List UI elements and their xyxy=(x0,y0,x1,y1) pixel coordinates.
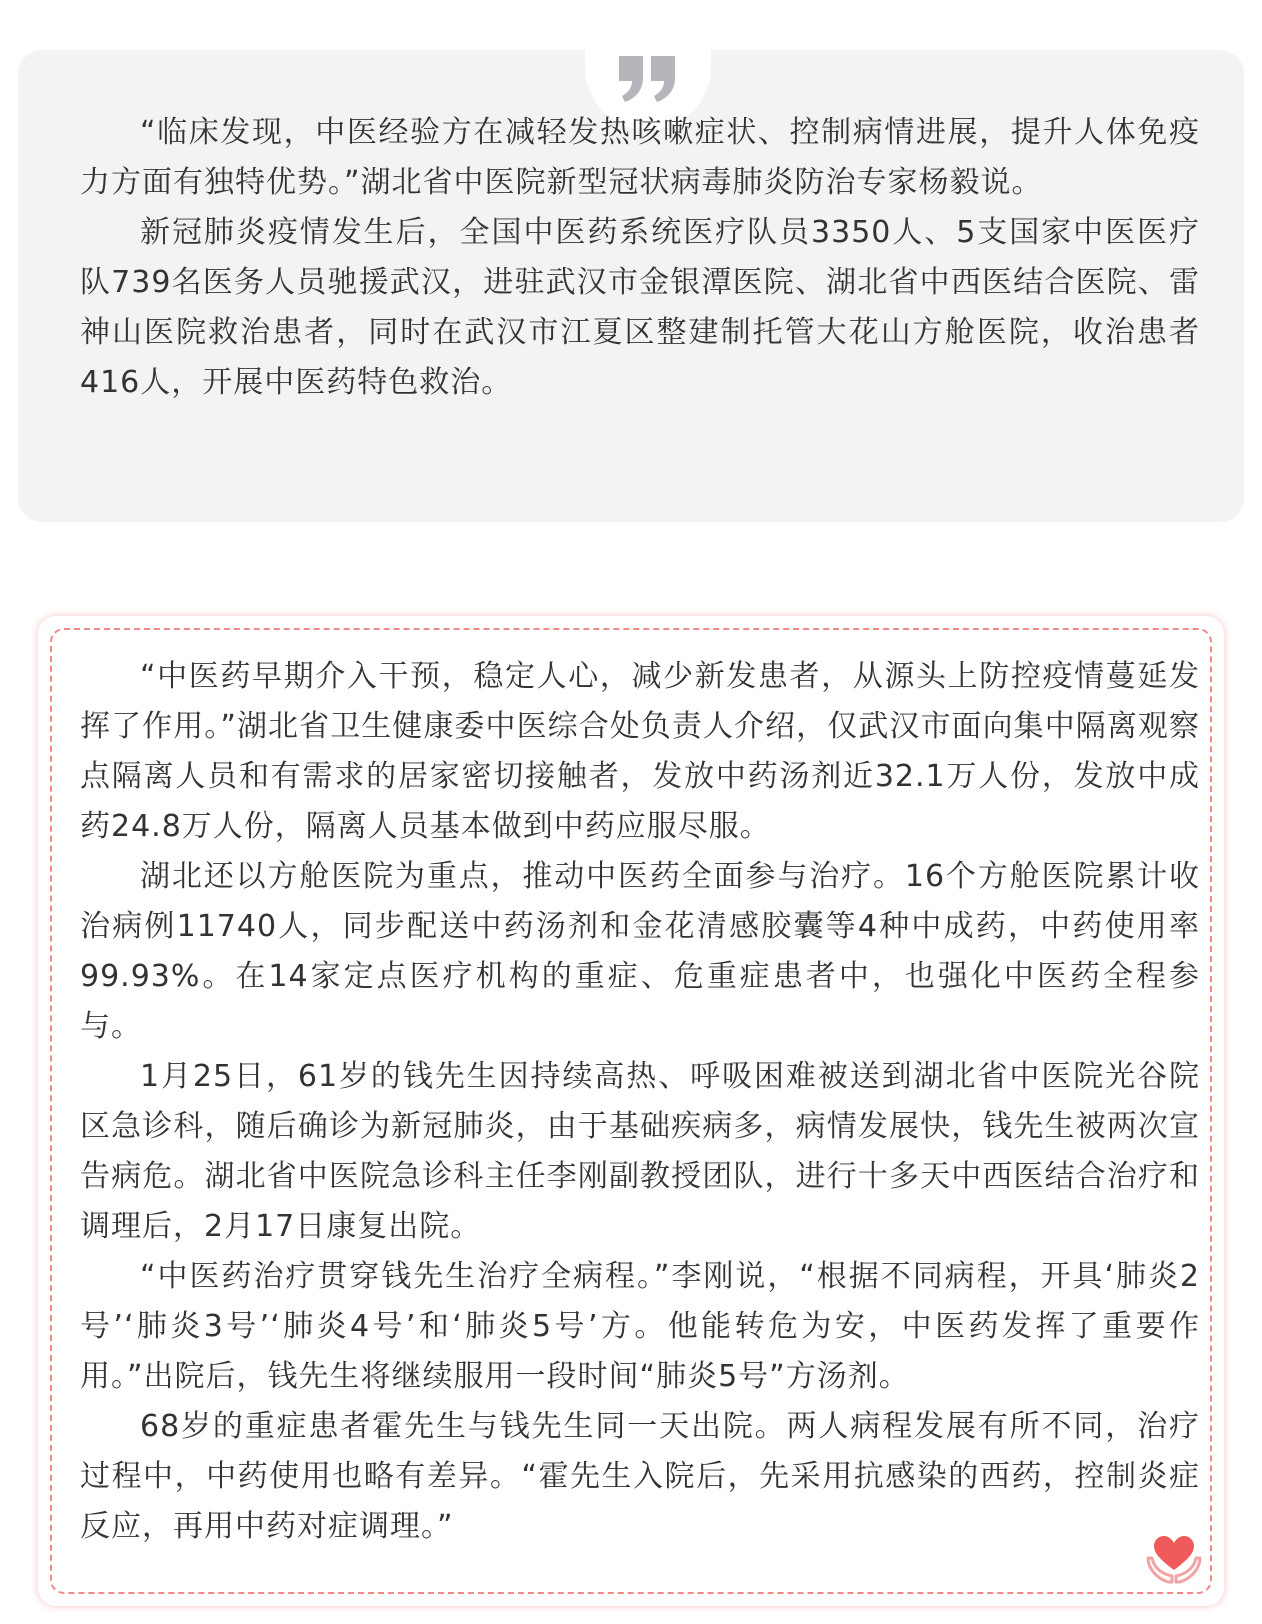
article-paragraph: “中医药早期介入干预，稳定人心，减少新发患者，从源头上防控疫情蔓延发挥了作用。”湖北省卫生健康委中医综合处负责人介绍，仅武汉市面向集中隔离观察点隔离人员和有需求的居家密切接触者，发放中药汤剂近32.1万人份，发放中成药24.8万人份，隔离人员基本做到中药应服尽服。 xyxy=(80,659,1200,844)
article-paragraph: 1月25日，61岁的钱先生因持续高热、呼吸困难被送到湖北省中医院光谷院区急诊科，随后确诊为新冠肺炎，由于基础疾病多，病情发展快，钱先生被两次宣告病危。湖北省中医院急诊科主任李刚副教授团队，进行十多天中西医结合治疗和调理后，2月17日康复出院。 xyxy=(80,1059,1200,1244)
dashed-article-frame xyxy=(38,616,1224,1606)
framed-article-text xyxy=(80,652,1200,1552)
quote-card xyxy=(18,50,1244,522)
quote-mark-icon xyxy=(615,52,681,104)
quote-paragraph: “临床发现，中医经验方在减轻发热咳嗽症状、控制病情进展，提升人体免疫力方面有独特优势。”湖北省中医院新型冠状病毒肺炎防治专家杨毅说。 xyxy=(80,115,1200,200)
article-paragraph: 湖北还以方舱医院为重点，推动中医药全面参与治疗。16个方舱医院累计收治病例11740人，同步配送中药汤剂和金花清感胶囊等4种中成药，中药使用率99.93%。在14家定点医疗机构的重症、危重症患者中，也强化中医药全程参与。 xyxy=(80,859,1201,1044)
heart-hands-icon xyxy=(1144,1530,1204,1586)
article-paragraph: 68岁的重症患者霍先生与钱先生同一天出院。两人病程发展有所不同，治疗过程中，中药使用也略有差异。“霍先生入院后，先采用抗感染的西药，控制炎症反应，再用中药对症调理。” xyxy=(80,1409,1200,1544)
article-paragraph: “中医药治疗贯穿钱先生治疗全病程。”李刚说，“根据不同病程，开具‘肺炎2号’‘肺炎3号’‘肺炎4号’和‘肺炎5号’方。他能转危为安，中医药发挥了重要作用。”出院后，钱先生将继续服用一段时间“肺炎5号”方汤剂。 xyxy=(80,1259,1200,1394)
quote-paragraph: 新冠肺炎疫情发生后，全国中医药系统医疗队员3350人、5支国家中医医疗队739名医务人员驰援武汉，进驻武汉市金银潭医院、湖北省中西医结合医院、雷神山医院救治患者，同时在武汉市江夏区整建制托管大花山方舱医院，收治患者416人，开展中医药特色救治。 xyxy=(80,215,1200,400)
quote-card-text xyxy=(80,108,1200,408)
